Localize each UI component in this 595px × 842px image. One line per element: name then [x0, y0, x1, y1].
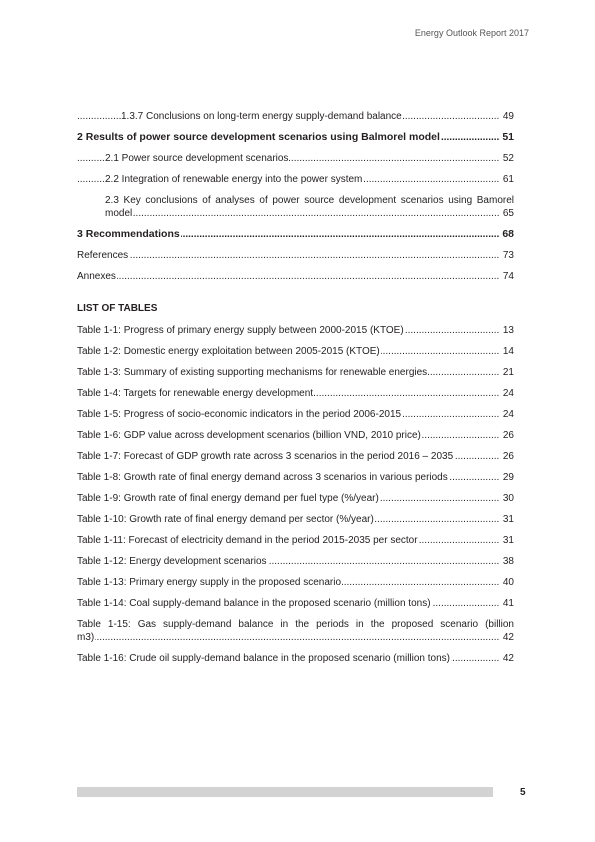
- table-list-item-page: 31: [502, 535, 514, 546]
- table-list-item[interactable]: [77, 450, 514, 463]
- toc-entry-title-continued: model: [105, 208, 133, 219]
- table-list-item-page: 13: [502, 325, 514, 336]
- table-list-item-title: Table 1-9: Growth rate of final energy demand per fuel type (%/year): [77, 493, 379, 504]
- toc-entry-title: References: [77, 250, 129, 261]
- table-list-item-title: Table 1-5: Progress of socio-economic indicators in the period 2006-2015: [77, 409, 402, 420]
- toc-entry[interactable]: [77, 249, 514, 262]
- toc-entry[interactable]: [77, 228, 514, 241]
- table-list-item-page: 41: [502, 598, 514, 609]
- toc-entry-title: 2.2 Integration of renewable energy into the power system: [105, 174, 363, 185]
- toc-entry-page: 61: [502, 174, 514, 185]
- table-list-item[interactable]: [77, 513, 514, 526]
- table-list-item[interactable]: [77, 366, 514, 379]
- toc-entry-title: 3 Recommendations: [77, 228, 180, 240]
- table-list-item[interactable]: [77, 387, 514, 400]
- toc-entry-page: 51: [502, 131, 514, 143]
- toc-entry-page: 65: [502, 208, 514, 219]
- table-list-item-title: Table 1-14: Coal supply-demand balance in the proposed scenario (million tons): [77, 598, 431, 609]
- table-list-item-page: 21: [502, 367, 514, 378]
- table-list-item-page: 26: [502, 430, 514, 441]
- footer-bar: [77, 787, 493, 797]
- toc-entry[interactable]: [77, 173, 514, 186]
- table-list-item-title: Table 1-8: Growth rate of final energy demand across 3 scenarios in various periods: [77, 472, 448, 483]
- table-list-item-page: 40: [502, 577, 514, 588]
- toc-entry-title: 2.3 Key conclusions of analyses of power source development scenarios using Bamorel: [105, 195, 514, 206]
- table-list-item[interactable]: [77, 492, 514, 505]
- toc-entry-page: 73: [502, 250, 514, 261]
- table-list-item-title-continued: m3): [77, 632, 95, 643]
- table-list-item[interactable]: [77, 555, 514, 568]
- table-list-item-title: Table 1-11: Forecast of electricity demand in the period 2015-2035 per sector: [77, 535, 418, 546]
- table-list-item[interactable]: [77, 618, 514, 644]
- table-list-item-page: 24: [502, 388, 514, 399]
- table-list-item-page: 31: [502, 514, 514, 525]
- table-of-contents: [77, 110, 514, 673]
- toc-entry[interactable]: [77, 152, 514, 165]
- table-list-item-page: 14: [502, 346, 514, 357]
- table-list-item-title: Table 1-4: Targets for renewable energy development: [77, 388, 314, 399]
- table-list-item-page: 29: [502, 472, 514, 483]
- table-list-item[interactable]: [77, 471, 514, 484]
- table-list-item[interactable]: [77, 345, 514, 358]
- table-list-item-title: Table 1-7: Forecast of GDP growth rate across 3 scenarios in the period 2016 – 2035: [77, 451, 454, 462]
- toc-entry[interactable]: [77, 131, 514, 144]
- running-header: Energy Outlook Report 2017: [414, 28, 529, 38]
- table-list-item[interactable]: [77, 324, 514, 337]
- table-list-item-page: 42: [502, 632, 514, 643]
- table-list-item-title: Table 1-2: Domestic energy exploitation between 2005-2015 (KTOE): [77, 346, 380, 357]
- table-list-item-title: Table 1-15: Gas supply-demand balance in the periods in the proposed scenario (billion: [77, 619, 514, 630]
- table-list-item-title: Table 1-3: Summary of existing supporting mechanisms for renewable energies: [77, 367, 428, 378]
- table-list-item-title: Table 1-16: Crude oil supply-demand balance in the proposed scenario (million tons): [77, 653, 450, 664]
- toc-entry-page: 49: [502, 111, 514, 122]
- list-of-tables: [77, 324, 514, 665]
- table-list-item-title: Table 1-10: Growth rate of final energy demand per sector (%/year): [77, 514, 374, 525]
- list-of-tables-heading: LIST OF TABLES: [77, 303, 158, 314]
- table-list-item[interactable]: [77, 534, 514, 547]
- toc-entry-page: 52: [502, 153, 514, 164]
- table-list-item[interactable]: [77, 597, 514, 610]
- table-list-item-title: Table 1-13: Primary energy supply in the proposed scenario: [77, 577, 342, 588]
- page-number: 5: [520, 787, 526, 798]
- toc-entry-page: 74: [502, 271, 514, 282]
- table-list-item-page: 38: [502, 556, 514, 567]
- table-list-item-title: Table 1-6: GDP value across development scenarios (billion VND, 2010 price): [77, 430, 421, 441]
- toc-entry-title: 1.3.7 Conclusions on long-term energy supply-demand balance: [121, 111, 402, 122]
- table-list-item-page: 30: [502, 493, 514, 504]
- table-list-item-page: 26: [502, 451, 514, 462]
- table-list-item[interactable]: [77, 652, 514, 665]
- toc-entry[interactable]: [77, 110, 514, 123]
- table-list-item[interactable]: [77, 576, 514, 589]
- table-list-item-page: 42: [502, 653, 514, 664]
- toc-entry-title: Annexes: [77, 271, 116, 282]
- toc-entry-title: 2.1 Power source development scenarios: [105, 153, 289, 164]
- table-list-item-page: 24: [502, 409, 514, 420]
- table-list-item[interactable]: [77, 408, 514, 421]
- toc-entry[interactable]: [77, 270, 514, 283]
- table-list-item-title: Table 1-12: Energy development scenarios: [77, 556, 267, 567]
- toc-entry[interactable]: [77, 194, 514, 220]
- table-list-item[interactable]: [77, 429, 514, 442]
- toc-entry-page: 68: [502, 228, 514, 240]
- table-list-item-title: Table 1-1: Progress of primary energy supply between 2000-2015 (KTOE): [77, 325, 404, 336]
- toc-entry-title: 2 Results of power source development scenarios using Balmorel model: [77, 131, 440, 143]
